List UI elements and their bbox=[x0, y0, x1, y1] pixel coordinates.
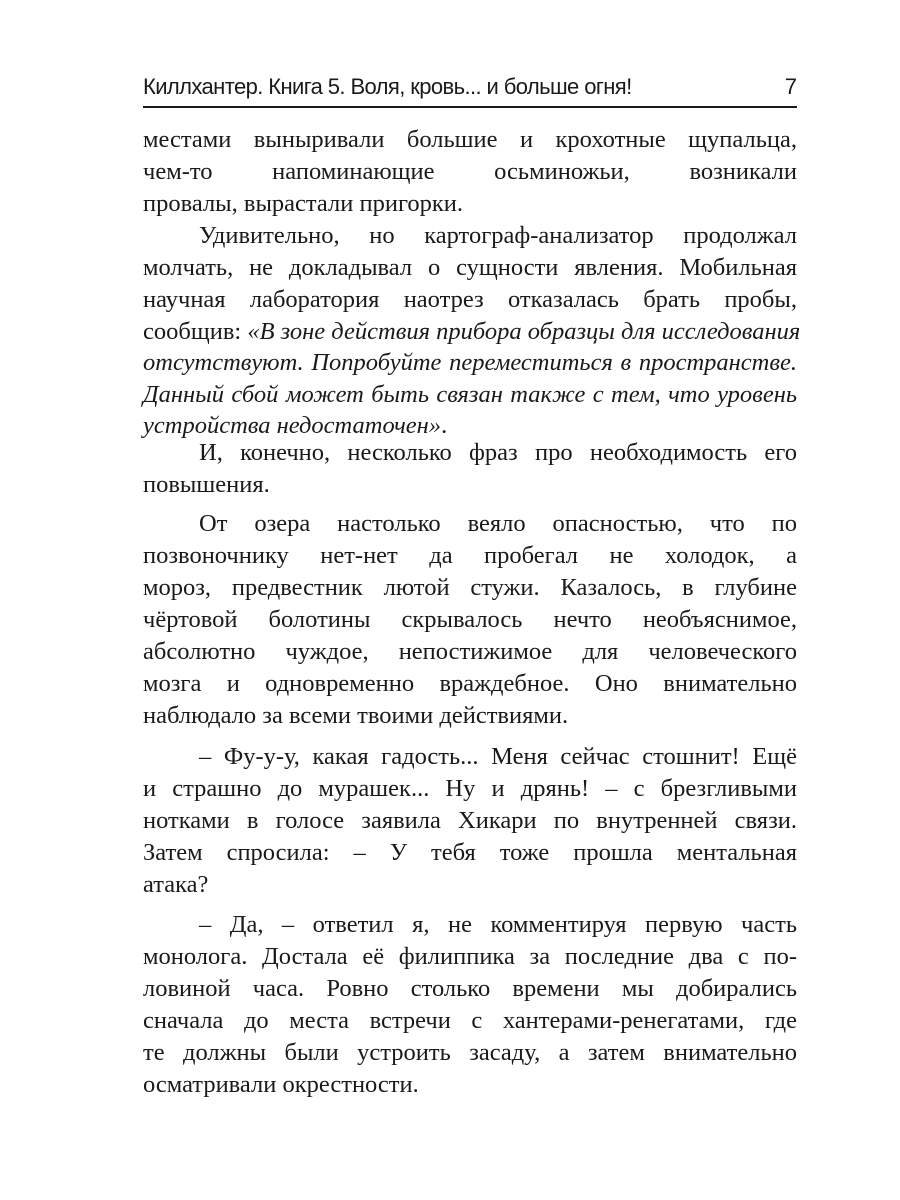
italic-quote: Данный сбой может быть связан также с тем, что уровень bbox=[143, 381, 797, 408]
text-line bbox=[143, 837, 797, 869]
text-line bbox=[143, 347, 797, 379]
text-line bbox=[143, 508, 797, 540]
italic-quote: отсутствуют. Попробуйте переместиться в пространстве. bbox=[143, 349, 797, 376]
text-span: – Фу-у-у, какая гадость... Меня сейчас стошнит! Ещё bbox=[199, 743, 797, 770]
text-line bbox=[143, 1037, 797, 1069]
text-line bbox=[143, 220, 797, 252]
text-line bbox=[143, 316, 801, 348]
text-line bbox=[143, 668, 797, 700]
text-span: наблюдало за всеми твоими действиями. bbox=[143, 702, 569, 729]
text-span: ловиной часа. Ровно столько времени мы добирались bbox=[143, 975, 797, 1002]
text-span: позвоночнику нет-нет да пробегал не холодок, а bbox=[143, 542, 797, 569]
text-span: местами выныривали большие и крохотные щупальца, bbox=[143, 126, 797, 153]
text-span: Затем спросила: – У тебя тоже прошла ментальная bbox=[143, 839, 797, 866]
text-line bbox=[143, 156, 797, 188]
text-span: И, конечно, несколько фраз про необходимость его bbox=[199, 439, 797, 466]
text-span: нотками в голосе заявила Хикари по внутренней связи. bbox=[143, 807, 797, 834]
text-span: сообщив: bbox=[143, 318, 248, 345]
text-span: мороз, предвестник лютой стужи. Казалось, в глубине bbox=[143, 574, 797, 601]
text-line bbox=[143, 284, 797, 316]
text-line bbox=[143, 437, 797, 469]
text-line bbox=[143, 636, 797, 668]
text-span: провалы, вырастали пригорки. bbox=[143, 190, 464, 217]
text-line bbox=[143, 973, 797, 1005]
text-line bbox=[143, 741, 797, 773]
text-line bbox=[143, 700, 797, 732]
text-line bbox=[143, 252, 797, 284]
page-number: 7 bbox=[784, 74, 797, 99]
text-line bbox=[143, 805, 797, 837]
text-span: Удивительно, но картограф-анализатор продолжал bbox=[199, 222, 797, 249]
text-line bbox=[143, 909, 797, 941]
text-span: сначала до места встречи с хантерами-ренегатами, где bbox=[143, 1007, 797, 1034]
text-span: те должны были устроить засаду, а затем внимательно bbox=[143, 1039, 797, 1066]
text-span: чёртовой болотины скрывалось нечто необъяснимое, bbox=[143, 606, 797, 633]
text-span: чем-то напоминающие осьминожьи, возникали bbox=[143, 158, 797, 185]
text-line bbox=[143, 572, 797, 604]
text-span: – Да, – ответил я, не комментируя первую часть bbox=[199, 911, 797, 938]
text-span: осматривали окрестности. bbox=[143, 1071, 419, 1098]
text-line bbox=[143, 869, 797, 901]
text-span: атака? bbox=[143, 871, 209, 898]
book-title: Киллхантер. Книга 5. Воля, кровь... и больше огня! bbox=[143, 74, 632, 99]
text-line bbox=[143, 188, 797, 220]
text-span: повышения. bbox=[143, 471, 270, 498]
text-span: молчать, не докладывал о сущности явления. Мобильная bbox=[143, 254, 797, 281]
text-line bbox=[143, 379, 797, 411]
text-span: и страшно до мурашек... Ну и дрянь! – с брезгливыми bbox=[143, 775, 797, 802]
text-line bbox=[143, 540, 797, 572]
italic-quote: устройства недостаточен» bbox=[143, 412, 442, 439]
text-line bbox=[143, 1005, 797, 1037]
text-line bbox=[143, 941, 797, 973]
text-line bbox=[143, 1069, 797, 1101]
text-line bbox=[143, 604, 797, 636]
text-line bbox=[143, 469, 797, 501]
text-span: абсолютно чуждое, непостижимое для человеческого bbox=[143, 638, 797, 665]
text-span: . bbox=[441, 412, 448, 439]
text-span: научная лаборатория наотрез отказалась брать пробы, bbox=[143, 286, 797, 313]
running-header bbox=[143, 72, 797, 104]
text-line bbox=[143, 773, 797, 805]
text-span: монолога. Достала её филиппика за последние два с по- bbox=[143, 943, 797, 970]
italic-quote: «В зоне действия прибора образцы для исследования bbox=[247, 318, 801, 345]
text-line bbox=[143, 124, 797, 156]
header-rule bbox=[143, 106, 797, 108]
text-span: мозга и одновременно враждебное. Оно внимательно bbox=[143, 670, 797, 697]
text-span: От озера настолько веяло опасностью, что по bbox=[199, 510, 797, 537]
